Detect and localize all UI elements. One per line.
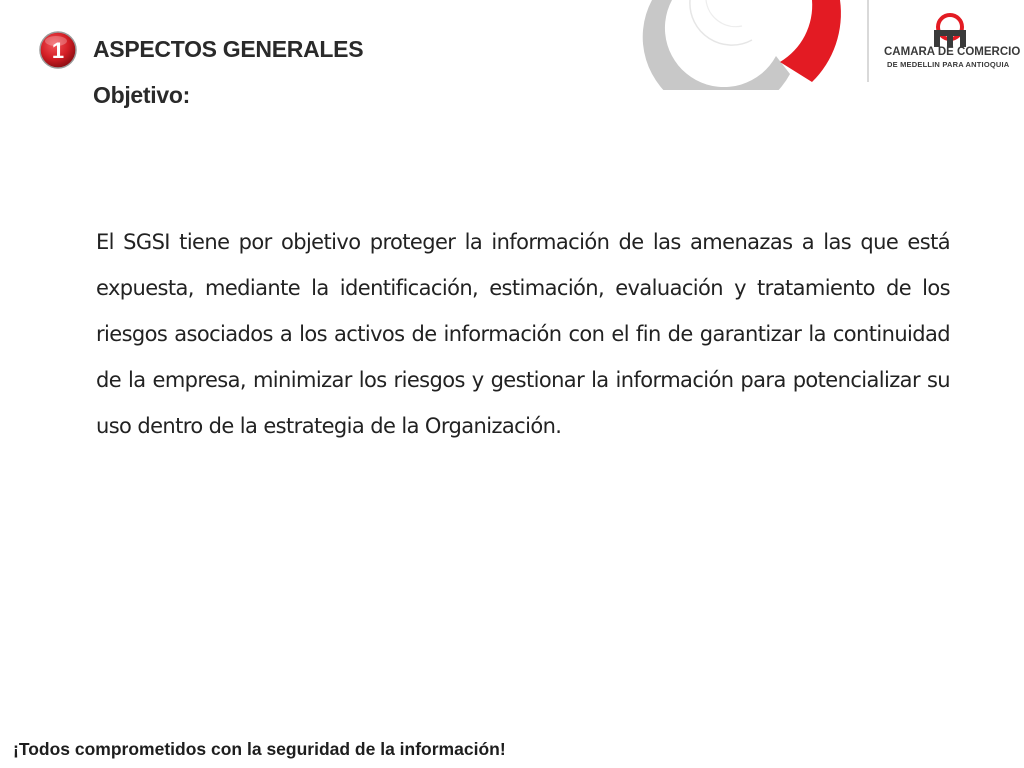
logo-divider [867, 0, 869, 82]
section-number-badge [38, 30, 78, 70]
thin-arc-outline [706, 0, 742, 27]
page-title: ASPECTOS GENERALES [93, 36, 364, 62]
objective-paragraph: El SGSI tiene por objetivo proteger la información de las amenazas a las que está expuesta, mediante la identificación, estimación, evaluación y tratamiento de los riesgos asociados a los activos de información con el fin de garantizar la continuidad de la empresa, minimizar los riesgos y gestionar la información para potencializar su uso dentro de la estrategia de la Organización. [96, 230, 950, 438]
logo-name-line1: CAMARA DE COMERCIO [884, 46, 1021, 58]
decorative-arcs [640, 0, 880, 90]
red-arc [780, 0, 841, 82]
section-number: 1 [51, 38, 65, 63]
footer-slogan: ¡Todos comprometidos con la seguridad de la información! [13, 739, 506, 759]
chamber-of-commerce-logo-icon [930, 12, 970, 48]
section-subtitle: Objetivo: [93, 82, 190, 108]
gray-arc [643, 0, 790, 90]
logo-name-line2: DE MEDELLIN PARA ANTIOQUIA [887, 60, 1010, 69]
